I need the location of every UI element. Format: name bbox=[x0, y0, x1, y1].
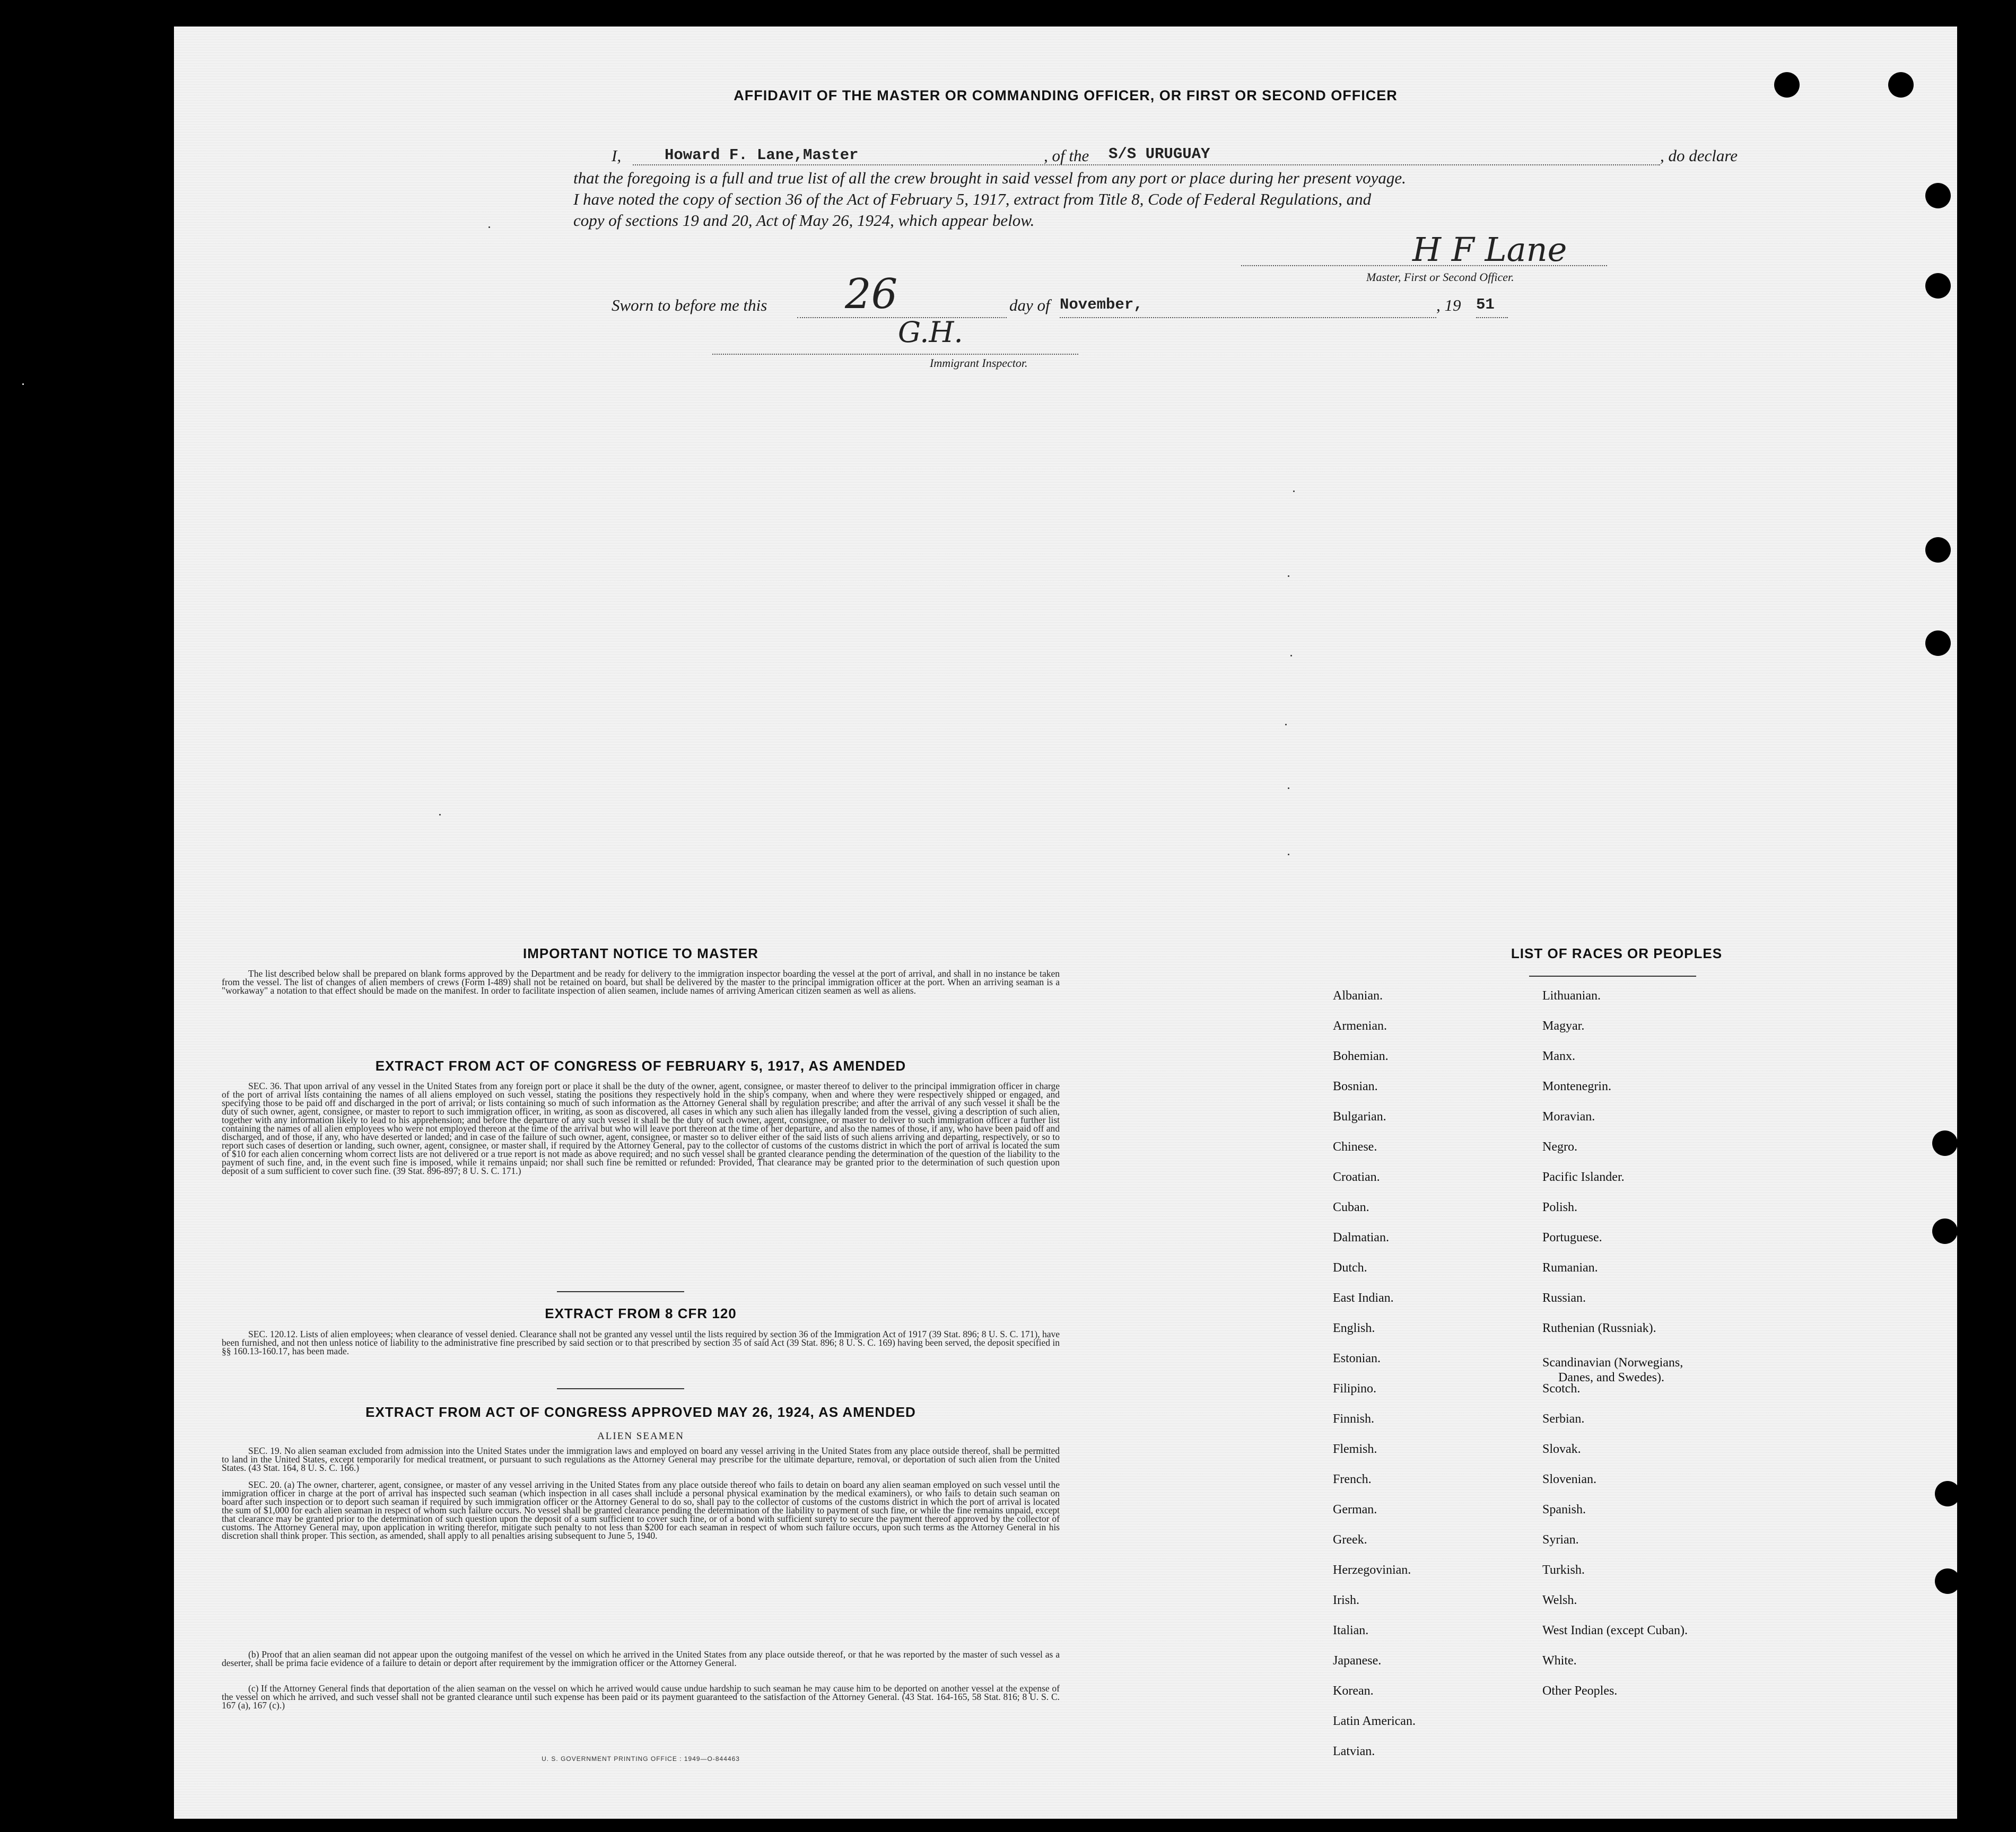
race-item: Greek. bbox=[1333, 1533, 1367, 1547]
inspector-signature: G.H. bbox=[898, 315, 963, 349]
race-item: Welsh. bbox=[1542, 1593, 1577, 1607]
do-declare-label: , do declare bbox=[1660, 146, 1738, 165]
printing-office-footer: U. S. GOVERNMENT PRINTING OFFICE : 1949—O-844463 bbox=[542, 1755, 740, 1763]
race-item: Russian. bbox=[1542, 1291, 1586, 1305]
race-item: Slovak. bbox=[1542, 1442, 1581, 1456]
race-item: German. bbox=[1333, 1503, 1377, 1517]
race-item: Albanian. bbox=[1333, 989, 1383, 1003]
punch-hole bbox=[1888, 72, 1914, 98]
race-item: Armenian. bbox=[1333, 1019, 1387, 1033]
race-item: Lithuanian. bbox=[1542, 989, 1601, 1003]
race-item: English. bbox=[1333, 1321, 1375, 1335]
race-item: Moravian. bbox=[1542, 1110, 1595, 1124]
sec20b-text: (b) Proof that an alien seaman did not appear upon the outgoing manifest of the vessel on which he arrived in the United States from any place outside thereof, or that he was reported by the master of such vessel as a deserter, shall be prima facie evidence of a failure to detain or deport after requirement by the immigration officer or the Attorney General. bbox=[222, 1650, 1060, 1668]
alien-seamen-subheading: ALIEN SEAMEN bbox=[597, 1431, 684, 1442]
of-the-label: , of the bbox=[1044, 146, 1089, 165]
race-item: French. bbox=[1333, 1472, 1372, 1486]
sec20a-text: SEC. 20. (a) The owner, charterer, agent, consignee, or master of any vessel arriving in the United States from any place outside thereof who fails to detain on board any alien seaman employed on such vessel until the immigration officer in charge at the port of arrival has inspected such seaman (which inspection in all cases shall include a personal physical examination by the medical examiners), or who fails to detain such seaman on board after such inspection or to deport such seaman if required by such immigration officer or the Attorney General to do so, shall pay to the collector of customs of the customs district in which the port of arrival is located the sum of $1,000 for each alien seaman in respect of whom such failure occurs. No vessel shall be granted clearance pending the determination of the liability to payment of such fine, or while the fine remains unpaid, except that clearance may be granted prior to the determination of such question upon the deposit of a sum sufficient to cover such fine, or of a bond with sufficient surety to secure the payment thereof approved by the collector of customs. The Attorney General may, upon application in writing therefor, mitigate such penalty to not less than $200 for each seaman in respect of whom such failure occurs, upon such terms as the Attorney General in his discretion shall think proper. This section, as amended, shall apply to all penalties arising subsequent to June 5, 1940. bbox=[222, 1480, 1060, 1541]
punch-hole bbox=[1935, 1481, 1960, 1506]
punch-hole bbox=[1925, 273, 1951, 299]
document-page bbox=[174, 27, 1957, 1819]
race-item: Scotch. bbox=[1542, 1382, 1581, 1396]
divider-rule bbox=[557, 1388, 684, 1389]
race-item: Bulgarian. bbox=[1333, 1110, 1386, 1124]
punch-hole bbox=[1935, 1568, 1960, 1594]
race-item: Slovenian. bbox=[1542, 1472, 1596, 1486]
vessel-field bbox=[1109, 146, 1660, 165]
speck bbox=[1288, 787, 1289, 789]
race-item: Turkish. bbox=[1542, 1563, 1585, 1577]
race-item: Danes, and Swedes). bbox=[1558, 1371, 1664, 1384]
punch-hole bbox=[1774, 72, 1800, 98]
sworn-label: Sworn to before me this bbox=[612, 296, 767, 314]
punch-hole bbox=[1925, 183, 1951, 208]
speck bbox=[1290, 655, 1292, 656]
race-item: Latin American. bbox=[1333, 1714, 1416, 1728]
declaration-line-3: copy of sections 19 and 20, Act of May 26, 1924, which appear below. bbox=[573, 211, 1035, 230]
punch-hole bbox=[1925, 630, 1951, 656]
day-of-label: day of bbox=[1009, 296, 1050, 314]
speck bbox=[1285, 724, 1287, 725]
punch-hole bbox=[1932, 1219, 1958, 1244]
year-field bbox=[1476, 296, 1508, 318]
race-item: Dalmatian. bbox=[1333, 1231, 1389, 1244]
race-item: Herzegovinian. bbox=[1333, 1563, 1411, 1577]
race-item: Manx. bbox=[1542, 1049, 1575, 1063]
race-item: Rumanian. bbox=[1542, 1261, 1598, 1275]
race-item: Negro. bbox=[1542, 1140, 1577, 1154]
master-signature: H F Lane bbox=[1412, 230, 1567, 269]
race-item: White. bbox=[1542, 1654, 1577, 1668]
extract-cfr-heading: EXTRACT FROM 8 CFR 120 bbox=[545, 1305, 737, 1321]
master-name: Howard F. Lane,Master bbox=[665, 146, 859, 164]
i-label: I, bbox=[612, 146, 622, 165]
master-caption: Master, First or Second Officer. bbox=[1366, 270, 1514, 284]
speck bbox=[1288, 854, 1289, 855]
race-item: Ruthenian (Russniak). bbox=[1542, 1321, 1656, 1335]
race-item: Scandinavian (Norwegians, bbox=[1542, 1356, 1683, 1370]
race-item: Finnish. bbox=[1333, 1412, 1375, 1426]
race-item: Portuguese. bbox=[1542, 1231, 1602, 1244]
divider-rule bbox=[557, 1291, 684, 1292]
race-item: Filipino. bbox=[1333, 1382, 1377, 1396]
race-item: West Indian (except Cuban). bbox=[1542, 1624, 1688, 1637]
notice-text: The list described below shall be prepared on blank forms approved by the Department and be ready for delivery to the immigration inspector boarding the vessel at the port of arrival, and shall in no instance be taken from the vessel. The list of changes of alien members of crews (Form I-489) shall not be retained on board, but shall be delivered by the master to the principal immigration officer at the port. When an arriving seaman is a "workaway" a notation to that effect should be made on the manifest. In order to facilitate inspection of alien seamen, include names of arriving American citizen seamen as well as aliens. bbox=[222, 969, 1060, 996]
race-item: Latvian. bbox=[1333, 1745, 1375, 1758]
declaration-line-1: that the foregoing is a full and true list of all the crew brought in said vessel from any port or place during her present voyage. bbox=[573, 169, 1406, 187]
year-value: 51 bbox=[1476, 296, 1495, 313]
race-item: East Indian. bbox=[1333, 1291, 1394, 1305]
punch-hole bbox=[1925, 537, 1951, 563]
races-heading: LIST OF RACES OR PEOPLES bbox=[1511, 945, 1723, 961]
year-prefix: , 19 bbox=[1436, 296, 1461, 314]
race-item: Chinese. bbox=[1333, 1140, 1377, 1154]
sec20c-text: (c) If the Attorney General finds that deportation of the alien seaman on the vessel on which he arrived would cause undue hardship to such seaman he may cause him to be deported on another vessel at the expense of the vessel on which he arrived, and such vessel shall not be granted clearance until such expense has been paid or its payment guaranteed to the satisfaction of the Attorney General. (43 Stat. 164-165, 58 Stat. 816; 8 U. S. C. 167 (a), 167 (c).) bbox=[222, 1684, 1060, 1711]
extract-cfr-text: SEC. 120.12. Lists of alien employees; when clearance of vessel denied. Clearance shall not be granted any vessel until the lists required by section 36 of the Immigration Act of 1917 (39 Stat. 896; 8 U. S. C. 171), have been furnished, and not then unless notice of liability to the administrative fine prescribed by said section or to that prescribed by section 35 of said Act (39 Stat. 896; 8 U. S. C. 169) having been served, the deposit specified in §§ 160.13-160.17, has been made. bbox=[222, 1330, 1060, 1356]
race-item: Serbian. bbox=[1542, 1412, 1585, 1426]
race-item: Irish. bbox=[1333, 1593, 1359, 1607]
race-item: Magyar. bbox=[1542, 1019, 1585, 1033]
race-item: Bohemian. bbox=[1333, 1049, 1389, 1063]
month-field bbox=[1060, 296, 1436, 318]
races-heading-rule bbox=[1529, 976, 1696, 977]
race-item: Polish. bbox=[1542, 1200, 1578, 1214]
speck bbox=[1288, 575, 1289, 577]
declaration-line-2: I have noted the copy of section 36 of the Act of February 5, 1917, extract from Title 8, Code of Federal Regulations, and bbox=[573, 190, 1372, 208]
race-item: Estonian. bbox=[1333, 1352, 1381, 1365]
speck bbox=[22, 383, 24, 385]
extract-1917-text: SEC. 36. That upon arrival of any vessel in the United States from any foreign port or place it shall be the duty of the owner, agent, consignee, or master thereof to deliver to the principal immigration officer in charge of the port of arrival lists containing the names of all aliens employed on such vessel, stating the positions they respectively hold in the ship's company, when and where they were respectively shipped or engaged, and specifying those to be paid off and discharged in the port of arrival; or lists containing so much of such information as the Attorney General shall by regulation prescribe; and after the arrival of any such vessel it shall be the duty of such owner, agent, consignee, or master to report to such immigration officer, in writing, as soon as discovered, all cases in which any such alien has illegally landed from the vessel, giving a description of such alien, together with any information likely to lead to his apprehension; and before the departure of any such vessel it shall be the duty of such owner, agent, consignee, or master to deliver to such immigration officer a further list containing the names of all alien employees who were not employed thereon at the time of the arrival but who will leave port thereon at the time of her departure, and also the names of those, if any, who have been paid off and discharged, and of those, if any, who have deserted or landed; and in case of the failure of such owner, agent, consignee, or master so to deliver either of the said lists of such aliens arriving and departing, respectively, or so to report such cases of desertion or landing, such owner, agent, consignee, or master shall, if required by the Attorney General, pay to the collector of customs of the customs district in which the port of arrival is located the sum of $10 for each alien concerning whom correct lists are not delivered or a true report is not made as above required; and no such vessel shall be granted clearance pending the determination of the question of the liability to the payment of such fine, and, in the event such fine is imposed, while it remains unpaid; nor shall such fine be remitted or refunded: Provided, That clearance may be granted prior to the determination of such question upon deposit of a sum sufficient to cover such fine. (39 Stat. 896-897; 8 U. S. C. 171.) bbox=[222, 1082, 1060, 1176]
race-item: Italian. bbox=[1333, 1624, 1369, 1637]
race-item: Flemish. bbox=[1333, 1442, 1377, 1456]
day-value: 26 bbox=[845, 270, 898, 318]
extract-1924-heading: EXTRACT FROM ACT OF CONGRESS APPROVED MAY 26, 1924, AS AMENDED bbox=[365, 1404, 916, 1420]
speck bbox=[488, 226, 490, 228]
inspector-signature-line bbox=[712, 353, 1078, 355]
race-item: Croatian. bbox=[1333, 1170, 1380, 1184]
race-item: Japanese. bbox=[1333, 1654, 1382, 1668]
speck bbox=[439, 814, 441, 816]
race-item: Korean. bbox=[1333, 1684, 1374, 1698]
inspector-caption: Immigrant Inspector. bbox=[930, 356, 1028, 370]
race-item: Montenegrin. bbox=[1542, 1080, 1611, 1093]
punch-hole bbox=[1932, 1130, 1958, 1156]
race-item: Pacific Islander. bbox=[1542, 1170, 1625, 1184]
day-field bbox=[797, 270, 1007, 318]
race-item: Cuban. bbox=[1333, 1200, 1369, 1214]
race-item: Other Peoples. bbox=[1542, 1684, 1618, 1698]
speck bbox=[1293, 490, 1295, 492]
race-item: Syrian. bbox=[1542, 1533, 1579, 1547]
race-item: Dutch. bbox=[1333, 1261, 1367, 1275]
notice-heading: IMPORTANT NOTICE TO MASTER bbox=[523, 945, 758, 961]
race-item: Spanish. bbox=[1542, 1503, 1586, 1517]
vessel-name: S/S URUGUAY bbox=[1109, 145, 1210, 163]
sec19-text: SEC. 19. No alien seaman excluded from admission into the United States under the immigration laws and employed on board any vessel arriving in the United States from any place outside thereof, shall be permitted to land in the United States, except temporarily for medical treatment, or pursuant to such regulations as the Attorney General may prescribe for the ultimate departure, removal, or deportation of such alien from the United States. (43 Stat. 164, 8 U. S. C. 166.) bbox=[222, 1447, 1060, 1473]
month-value: November, bbox=[1060, 296, 1143, 313]
extract-1917-heading: EXTRACT FROM ACT OF CONGRESS OF FEBRUARY 5, 1917, AS AMENDED bbox=[375, 1058, 906, 1074]
affidavit-title: AFFIDAVIT OF THE MASTER OR COMMANDING OFFICER, OR FIRST OR SECOND OFFICER bbox=[734, 87, 1398, 103]
race-item: Bosnian. bbox=[1333, 1080, 1378, 1093]
